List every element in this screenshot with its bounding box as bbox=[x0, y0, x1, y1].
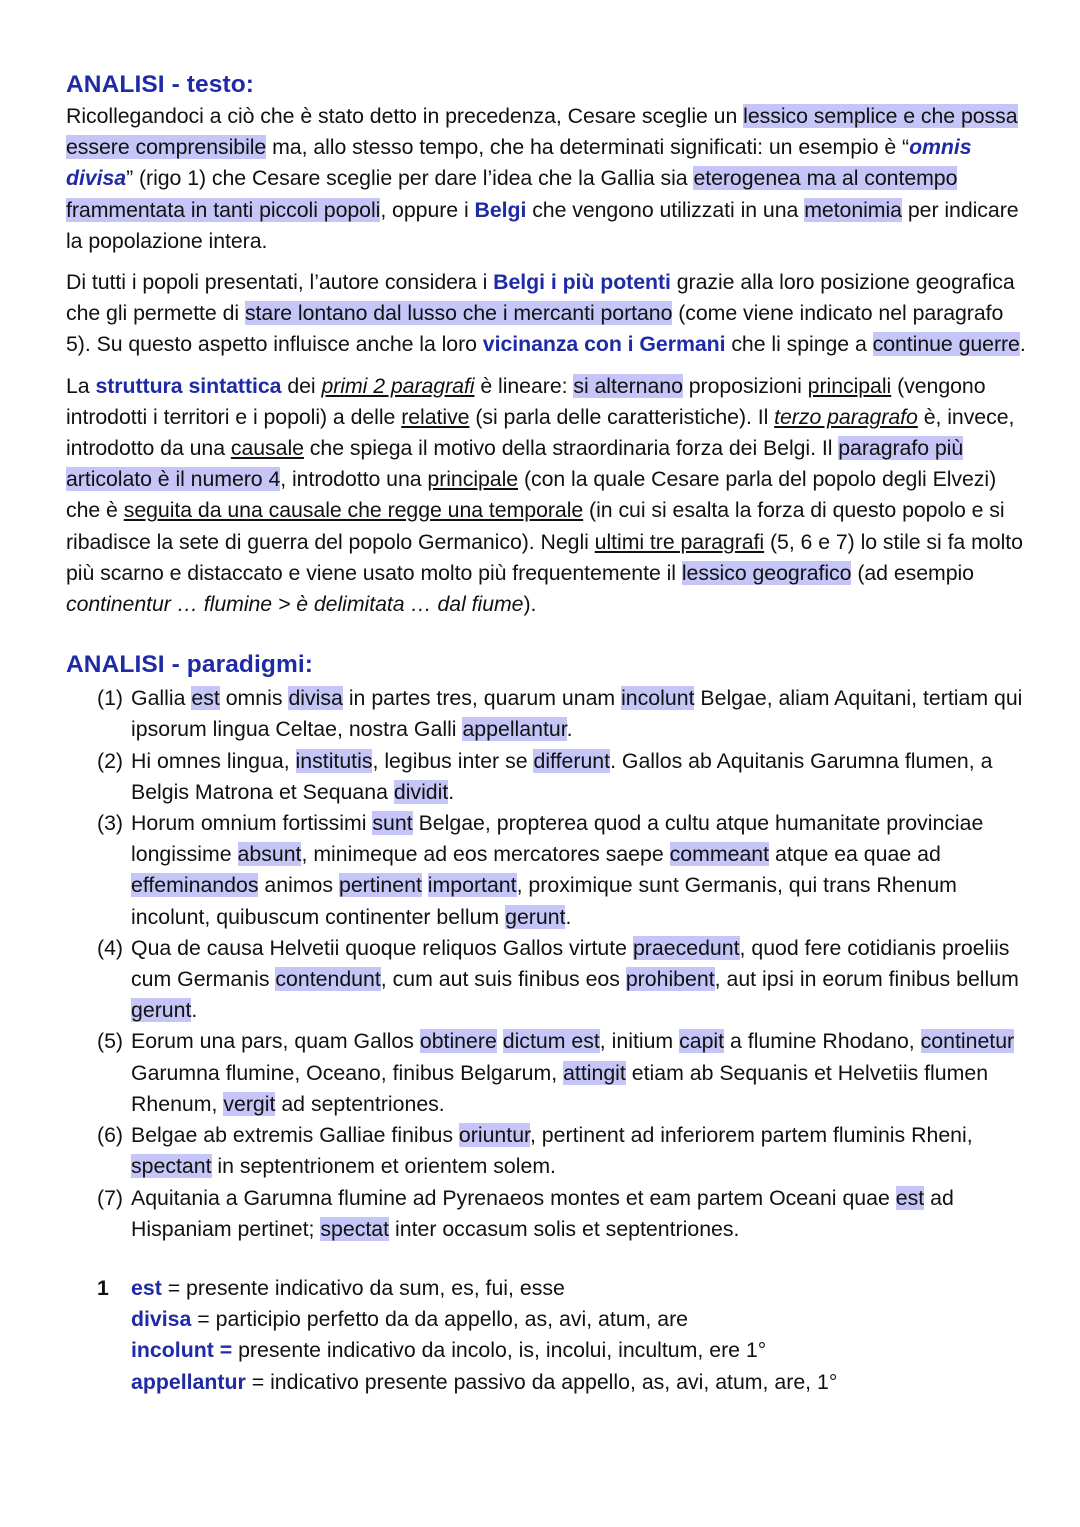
text-run: , quod fere cotidianis proeliis cum Germanis bbox=[131, 935, 1010, 992]
text-run: = indicativo presente passivo da appello, as, avi, atum, are, 1° bbox=[245, 1369, 838, 1394]
section-analisi-paradigmi bbox=[66, 650, 1026, 1245]
highlighted-text: si alternano bbox=[573, 373, 683, 398]
highlighted-text: institutis bbox=[295, 748, 373, 773]
highlighted-text: pertinent bbox=[338, 873, 422, 898]
highlighted-text: attingit bbox=[563, 1060, 626, 1085]
underlined-text: principale bbox=[427, 467, 519, 492]
bold-term: Belgi bbox=[474, 197, 527, 222]
bold-italic-term: omnis divisa bbox=[66, 135, 972, 191]
text-run: = participio perfetto da da appello, as, avi, atum, are bbox=[191, 1307, 689, 1332]
text-run: . bbox=[565, 904, 572, 929]
text-run: , introdotto una bbox=[280, 467, 428, 492]
highlighted-text: stare lontano dal lusso che i mercanti portano bbox=[244, 301, 673, 326]
text-run: Hi omnes lingua, bbox=[131, 748, 296, 773]
note-line bbox=[131, 1367, 1026, 1398]
note-group bbox=[66, 1273, 1026, 1398]
text-run: . Gallos ab Aquitanis Garumna flumen, a Belgis Matrona et Sequana bbox=[131, 748, 993, 804]
sentence-number: (1) bbox=[97, 686, 124, 711]
text-run: Di tutti i popoli presentati, l’autore considera i bbox=[66, 270, 494, 295]
highlighted-text: differunt bbox=[533, 748, 611, 773]
highlighted-text: eterogenea ma al contempo frammentata in tanti piccoli popoli bbox=[66, 166, 958, 222]
text-run: (con la quale Cesare parla del popolo degli Elvezi) che è bbox=[66, 467, 997, 523]
highlighted-text: praecedunt bbox=[632, 935, 740, 960]
text-run: , initium bbox=[599, 1029, 680, 1054]
text-run: grazie alla loro posizione geografica che gli permette di bbox=[66, 270, 1015, 326]
text-run: (vengono introdotti i territori e i popoli) a delle bbox=[66, 373, 986, 429]
sentence-number: (7) bbox=[97, 1185, 124, 1210]
text-run: (si parla delle caratteristiche). Il bbox=[469, 404, 775, 429]
text-run bbox=[497, 1029, 503, 1053]
section-heading: ANALISI - paradigmi: bbox=[66, 651, 314, 679]
latin-sentence bbox=[66, 1026, 1026, 1120]
highlighted-text: commeant bbox=[669, 842, 770, 867]
latin-sentence bbox=[66, 746, 1026, 808]
section-heading: ANALISI - testo: bbox=[66, 71, 255, 98]
text-run: Ricollegandoci a ciò che è stato detto in precedenza, Cesare sceglie un bbox=[66, 104, 744, 128]
text-run: ma, allo stesso tempo, che ha determinati significati: un esempio è “ bbox=[266, 135, 910, 160]
latin-sentence bbox=[66, 683, 1026, 745]
text-run: Belgae, aliam Aquitani, tertiam qui ipsorum lingua Celtae, nostra Galli bbox=[131, 686, 1023, 742]
text-run: atque ea quae ad bbox=[769, 842, 941, 867]
text-run: ” (rigo 1) che Cesare sceglie per dare l’idea che la Gallia sia bbox=[126, 166, 694, 191]
text-run: che spiega il motivo della straordinaria forza dei Belgi. Il bbox=[303, 436, 839, 461]
sentence-number: (6) bbox=[97, 1123, 124, 1148]
latin-sentence bbox=[66, 1183, 1026, 1245]
underlined-text: causale bbox=[230, 436, 304, 461]
latin-sentence bbox=[66, 808, 1026, 933]
italic-text: continentur … flumine > è delimitata … dal fiume bbox=[66, 592, 524, 617]
highlighted-text: prohibent bbox=[625, 967, 715, 992]
highlighted-text: continetur bbox=[920, 1029, 1015, 1054]
highlighted-text: divisa bbox=[288, 686, 343, 711]
text-run: è, invece, introdotto da una bbox=[66, 404, 1015, 461]
bold-term: vicinanza con i Germani bbox=[482, 332, 726, 357]
text-run: Belgae, propterea quod a cultu atque humanitate provinciae longissime bbox=[131, 811, 984, 867]
text-run: Belgae ab extremis Galliae finibus bbox=[131, 1123, 459, 1148]
analysis-paragraph bbox=[66, 101, 1026, 257]
paragraph-list bbox=[66, 101, 1026, 620]
latin-sentence bbox=[66, 933, 1026, 1027]
text-run: , oppure i bbox=[380, 197, 475, 222]
text-run: inter occasum solis et septentriones. bbox=[389, 1216, 740, 1241]
latin-sentence-list bbox=[66, 683, 1026, 1245]
highlighted-text: oriuntur bbox=[458, 1123, 530, 1148]
analysis-paragraph bbox=[66, 371, 1026, 621]
highlighted-text: capit bbox=[679, 1029, 725, 1054]
note-number: 1 bbox=[97, 1275, 109, 1300]
text-run: , aut ipsi in eorum finibus bellum bbox=[714, 967, 1019, 992]
highlighted-text: contendunt bbox=[275, 967, 381, 992]
text-run: è lineare: bbox=[474, 373, 574, 398]
highlighted-text: effeminandos bbox=[131, 873, 259, 898]
text-run: dei bbox=[281, 373, 322, 398]
highlighted-text: sunt bbox=[372, 811, 413, 836]
section-analisi-testo bbox=[66, 70, 1026, 620]
sentence-number: (4) bbox=[97, 935, 124, 960]
text-run: che vengono utilizzati in una bbox=[526, 197, 805, 222]
highlighted-text: dictum est bbox=[502, 1029, 600, 1054]
note-line bbox=[131, 1273, 1026, 1304]
highlighted-text: gerunt bbox=[131, 998, 192, 1023]
text-run: Eorum una pars, quam Gallos bbox=[131, 1029, 420, 1054]
highlighted-text: appellantur bbox=[462, 717, 567, 742]
underlined-italic-text: terzo paragrafo bbox=[774, 404, 918, 429]
text-run: ad Hispaniam pertinet; bbox=[131, 1185, 954, 1241]
underlined-text: relative bbox=[401, 404, 470, 429]
highlighted-text: est bbox=[191, 686, 220, 711]
text-run: Aquitania a Garumna flumine ad Pyrenaeos montes et eam partem Oceani quae bbox=[131, 1185, 896, 1210]
text-run: etiam ab Sequanis et Helvetiis flumen Rhenum, bbox=[131, 1060, 989, 1116]
text-run: in partes tres, quarum unam bbox=[342, 686, 622, 711]
text-run: per indicare la popolazione intera. bbox=[66, 197, 1019, 253]
latin-sentence bbox=[66, 1120, 1026, 1182]
text-run: Garumna flumine, Oceano, finibus Belgarum, bbox=[131, 1060, 564, 1085]
text-run: , minimeque ad eos mercatores saepe bbox=[301, 842, 670, 867]
note-line bbox=[131, 1304, 1026, 1335]
highlighted-text: vergit bbox=[223, 1091, 276, 1116]
highlighted-text: spectant bbox=[131, 1154, 212, 1179]
sentence-number: (2) bbox=[97, 748, 124, 773]
text-run: , proximique sunt Germanis, qui trans Rhenum incolunt, quibuscum continenter bellum bbox=[131, 873, 957, 929]
note-line bbox=[131, 1335, 1026, 1366]
text-run: presente indicativo da incolo, is, incolui, incultum, ere 1° bbox=[232, 1338, 767, 1363]
text-run: , legibus inter se bbox=[372, 748, 534, 773]
highlighted-text: dividit bbox=[393, 779, 449, 804]
analysis-paragraph bbox=[66, 267, 1026, 361]
text-run: che li spinge a bbox=[725, 332, 873, 357]
verb-notes bbox=[66, 1273, 1026, 1398]
bold-term: struttura sintattica bbox=[95, 373, 282, 398]
text-run: (come viene indicato nel paragrafo 5). Su questo aspetto influisce anche la loro bbox=[66, 301, 1004, 357]
text-run: , cum aut suis finibus eos bbox=[380, 967, 626, 992]
text-run: omnis bbox=[219, 686, 289, 711]
text-run: Horum omnium fortissimi bbox=[131, 811, 373, 836]
text-run: . bbox=[448, 779, 455, 804]
text-run: in septentrionem et orientem solem. bbox=[211, 1154, 556, 1179]
sentence-number: (5) bbox=[97, 1029, 124, 1054]
highlighted-text: metonimia bbox=[804, 197, 902, 222]
text-run: La bbox=[66, 373, 96, 398]
text-run: animos bbox=[258, 873, 339, 898]
document-page bbox=[66, 70, 1026, 1398]
highlighted-text: lessico semplice e che possa essere comprensibile bbox=[66, 104, 1018, 160]
text-run: (5, 6 e 7) lo stile si fa molto più scarno e distaccato e viene usato molto più frequentemente il bbox=[66, 529, 1023, 585]
bold-term: appellantur bbox=[131, 1369, 246, 1394]
text-run: , pertinent ad inferiorem partem fluminis Rheni, bbox=[529, 1123, 973, 1148]
highlighted-text: paragrafo più articolato è il numero 4 bbox=[66, 436, 964, 492]
highlighted-text: spectat bbox=[320, 1216, 390, 1241]
text-run: a flumine Rhodano, bbox=[724, 1029, 921, 1054]
bold-term: Belgi i più potenti bbox=[493, 270, 671, 295]
text-run: (ad esempio bbox=[851, 560, 974, 585]
highlighted-text: incolunt bbox=[621, 686, 695, 711]
text-run: Gallia bbox=[131, 686, 192, 711]
underlined-text: ultimi tre paragrafi bbox=[594, 529, 765, 554]
highlighted-text: lessico geografico bbox=[681, 560, 852, 585]
highlighted-text: gerunt bbox=[505, 904, 566, 929]
sentence-number: (3) bbox=[97, 811, 124, 836]
bold-term: incolunt = bbox=[131, 1338, 233, 1363]
highlighted-text: important bbox=[427, 873, 517, 898]
underlined-italic-text: primi 2 paragrafi bbox=[321, 373, 475, 398]
highlighted-text: obtinere bbox=[419, 1029, 497, 1054]
text-run: . bbox=[566, 717, 573, 742]
underlined-text: principali bbox=[807, 373, 892, 398]
text-run: ). bbox=[523, 592, 537, 617]
text-run: ad septentriones. bbox=[275, 1091, 445, 1116]
text-run: = presente indicativo da sum, es, fui, esse bbox=[161, 1275, 565, 1300]
bold-term: divisa bbox=[131, 1307, 192, 1332]
text-run: proposizioni bbox=[682, 373, 808, 398]
highlighted-text: est bbox=[895, 1185, 925, 1210]
text-run: (in cui si esalta la forza di questo popolo e si ribadisce la sete di guerra del popolo Germanico). Negli bbox=[66, 498, 1005, 554]
highlighted-text: absunt bbox=[237, 842, 302, 867]
text-run: . bbox=[1019, 332, 1026, 357]
text-run bbox=[422, 873, 428, 897]
bold-term: est bbox=[131, 1275, 162, 1300]
underlined-text: seguita da una causale che regge una temporale bbox=[123, 498, 584, 523]
text-run: . bbox=[191, 998, 198, 1023]
text-run: Qua de causa Helvetii quoque reliquos Gallos virtute bbox=[131, 935, 633, 960]
highlighted-text: continue guerre bbox=[872, 332, 1020, 357]
